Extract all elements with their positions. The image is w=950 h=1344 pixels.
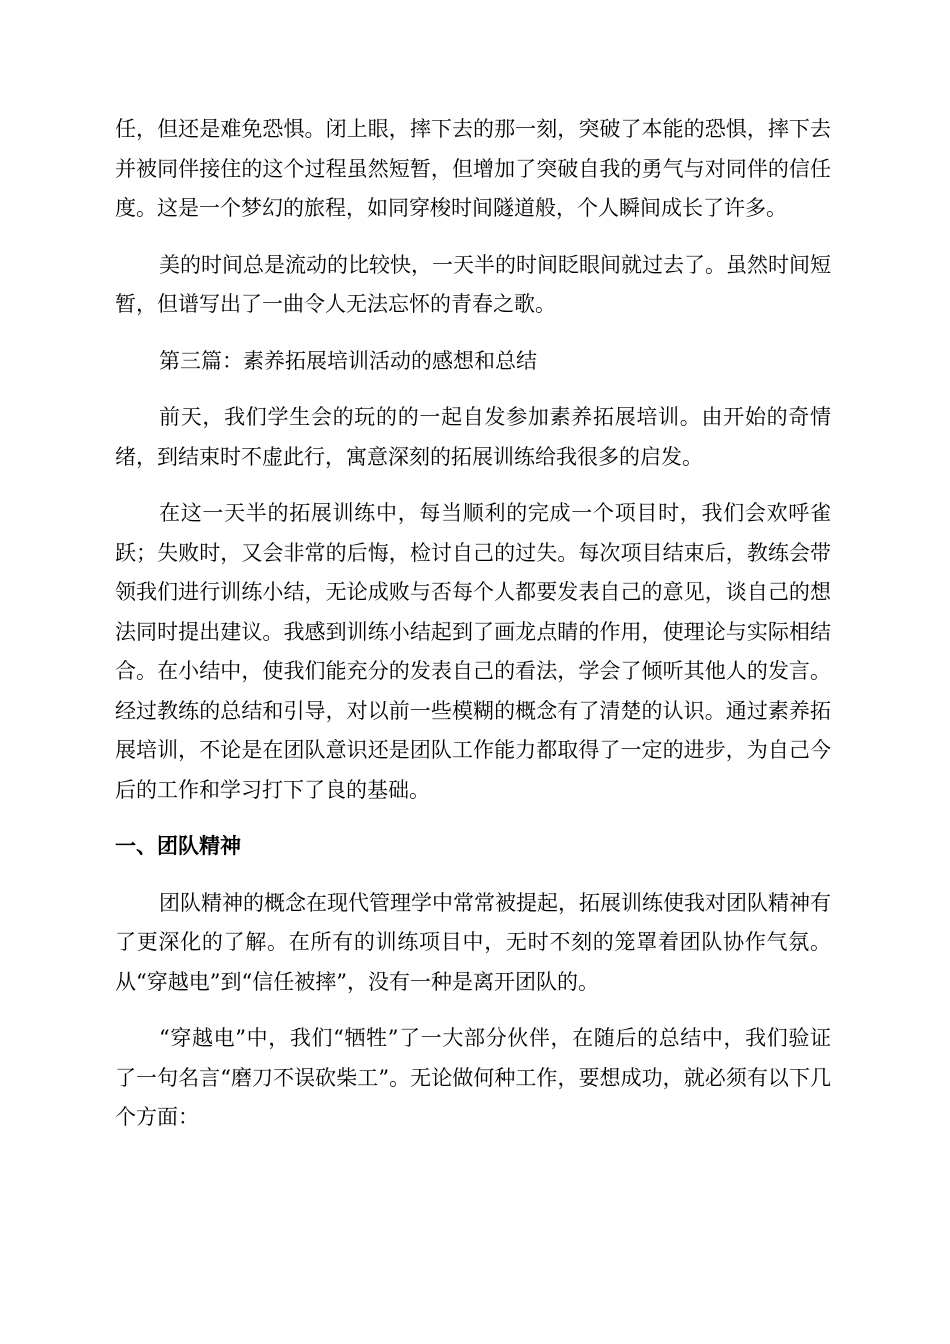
paragraph: 美的时间总是流动的比较快，一天半的时间眨眼间就过去了。虽然时间短暂，但谱写出了一曲令人无法忘怀的青春之歌。	[115, 252, 831, 316]
paragraph: “穿越电”中，我们“牺牲”了一大部分伙伴，在随后的总结中，我们验证了一句名言“磨刀不误砍柴工”。无论做何种工作，要想成功，就必须有以下几个方面：	[115, 1026, 831, 1129]
document-body	[115, 110, 831, 1155]
paragraph: 团队精神的概念在现代管理学中常常被提起，拓展训练使我对团队精神有了更深化的了解。在所有的训练项目中，无时不刻的笼罩着团队协作气氛。从“穿越电”到“信任被摔”，没有一种是离开团队的。	[115, 890, 831, 994]
section-title: 第三篇：素养拓展培训活动的感想和总结	[159, 348, 537, 373]
paragraph: 在这一天半的拓展训练中，每当顺利的完成一个项目时，我们会欢呼雀跃；失败时，又会非常的后悔，检讨自己的过失。每次项目结束后，教练会带领我们进行训练小结，无论成败与否每个人都要发表自己的意见，谈自己的想法同时提出建议。我感到训练小结起到了画龙点睛的作用，使理论与实际相结合。在小结中，使我们能充分的发表自己的看法，学会了倾听其他人的发言。经过教练的总结和引导，对以前一些模糊的概念有了清楚的认识。通过素养拓展培训，不论是在团队意识还是团队工作能力都取得了一定的进步，为自己今后的工作和学习打下了良的基础。	[115, 501, 831, 802]
heading-team-spirit: 一、团队精神	[115, 834, 241, 858]
paragraph-continuation: 任，但还是难免恐惧。闭上眼，摔下去的那一刻，突破了本能的恐惧，摔下去并被同伴接住的这个过程虽然短暂，但增加了突破自我的勇气与对同伴的信任度。这是一个梦幻的旅程，如同穿梭时间隧道般，个人瞬间成长了许多。	[115, 117, 831, 220]
paragraph: 前天，我们学生会的玩的的一起自发参加素养拓展培训。由开始的奇情绪，到结束时不虚此行，寓意深刻的拓展训练给我很多的启发。	[115, 405, 831, 469]
